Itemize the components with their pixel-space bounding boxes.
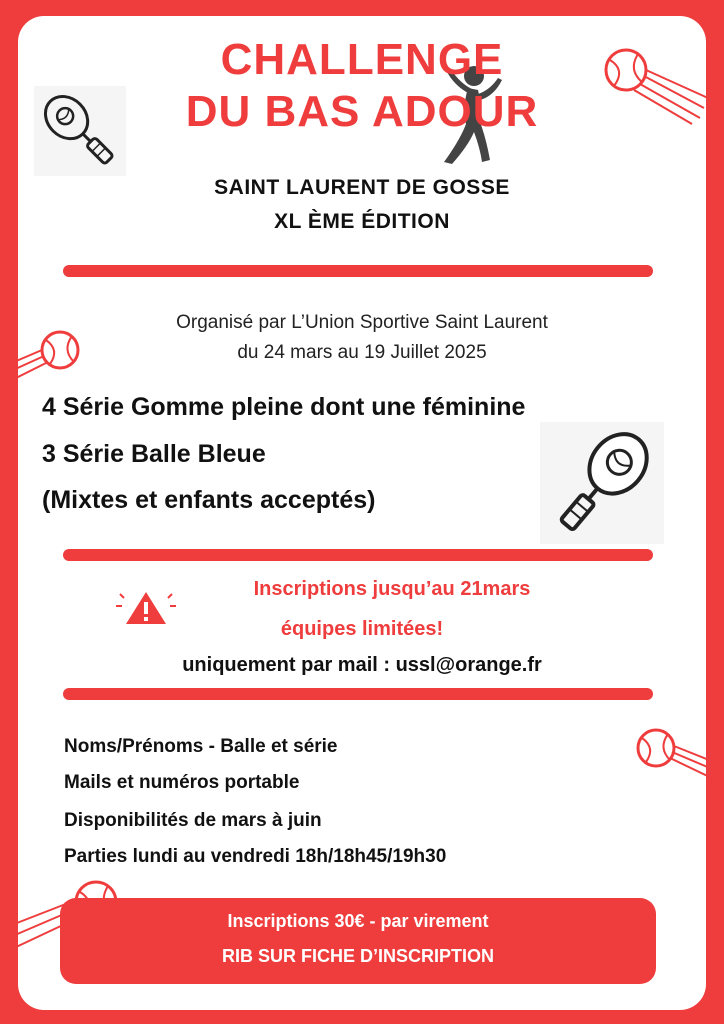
rib-text: RIB SUR FICHE D’INSCRIPTION: [221, 946, 494, 966]
tennis-ball-icon: [632, 726, 724, 790]
requirement-item: Parties lundi au vendredi 18h/18h45/19h30: [64, 846, 447, 867]
edition-title: XL ÈME ÉDITION: [274, 210, 450, 233]
divider: [63, 549, 653, 561]
fee-text: Inscriptions 30€ - par virement: [227, 911, 489, 931]
racket-icon: [540, 422, 664, 544]
title-line-1: CHALLENGE: [220, 35, 504, 84]
limited-text: équipes limitées!: [280, 618, 444, 640]
divider: [63, 688, 653, 700]
divider: [63, 265, 653, 277]
contact-text: uniquement par mail : ussl@orange.fr: [182, 654, 542, 676]
deadline-text: Inscriptions jusqu’au 21mars: [253, 578, 531, 600]
series-item: 4 Série Gomme pleine dont une féminine: [42, 393, 526, 421]
requirement-item: Disponibilités de mars à juin: [64, 810, 322, 831]
requirement-item: Mails et numéros portable: [64, 772, 300, 793]
tennis-ball-icon: [600, 46, 712, 126]
location-title: SAINT LAURENT DE GOSSE: [214, 176, 510, 199]
title-line-2: DU BAS ADOUR: [185, 87, 539, 136]
requirement-item: Noms/Prénoms - Balle et série: [64, 736, 338, 757]
organizer-text: Organisé par L’Union Sportive Saint Laurent: [176, 312, 548, 333]
dates-text: du 24 mars au 19 Juillet 2025: [237, 342, 487, 363]
series-item: (Mixtes et enfants acceptés): [42, 486, 376, 514]
series-item: 3 Série Balle Bleue: [42, 440, 266, 468]
